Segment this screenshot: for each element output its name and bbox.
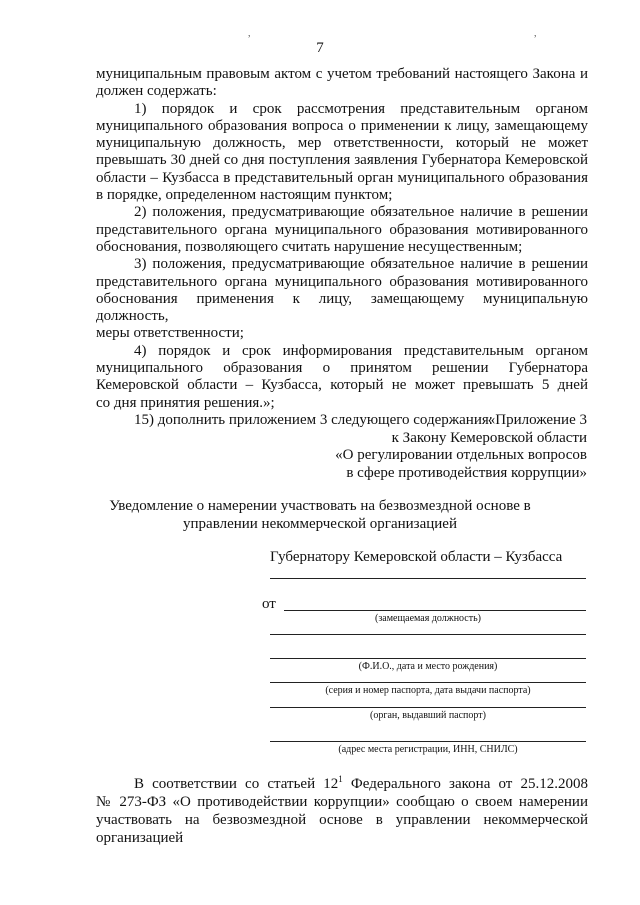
text-fragment: Федерального закона от 25.12.2008 [342,776,588,792]
text-line: со дня принятия решения.»; [96,394,275,411]
text-line: Кемеровской области – Кузбасса, который не может превышать 5 дней [96,377,588,394]
text-line: № 273-ФЗ «О противодействии коррупции» сообщаю о своем намерении [96,794,588,810]
notice-title-line: управлении некоммерческой организацией [183,516,457,532]
from-label: от [262,596,276,612]
text-line: должен содержать: [96,83,217,100]
text-line: представительного органа муниципального образования мотивированного [96,273,588,290]
page-number: 7 [316,40,324,56]
text-line: муниципальную должность, мер ответственности, который не может [96,135,588,152]
address-field-line[interactable] [270,741,586,742]
addressee-underline [270,578,586,579]
text-line: 2) положения, предусматривающие обязательное наличие в решении [134,204,588,221]
text-line: области – Кузбасса в представительный орган муниципального образования [96,169,588,186]
superscript: 1 [338,774,343,784]
address-caption: (адрес места регистрации, ИНН, СНИЛС) [338,744,518,755]
scan-mark: , [248,28,251,39]
text-line: муниципального образования вопроса о применении к лицу, замещающему [96,117,588,134]
passport-caption: (серия и номер паспорта, дата выдачи паспорта) [325,685,531,696]
text-line: муниципального образования о принятом решении Губернатора [96,360,588,377]
appendix-line: «Приложение 3 [487,412,587,428]
text-line [96,770,588,793]
text-line: 3) положения, предусматривающие обязательное наличие в решении [134,256,588,273]
notice-title [0,497,640,533]
text-line: 15) дополнить приложением 3 следующего содержания: [134,411,493,428]
text-line: меры ответственности; [96,325,244,342]
appendix-line: в сфере противодействия коррупции» [346,464,587,481]
issuer-field-line[interactable] [270,707,586,708]
text-line: обоснования, позволяющего считать нарушение несущественным; [96,238,523,255]
text-line: организацией [96,830,184,846]
body-text [96,66,588,429]
passport-field-line[interactable] [270,682,586,683]
fio-field-line[interactable] [270,658,586,659]
text-line: 1) порядок и срок рассмотрения представительным органом [134,100,588,117]
text-line: муниципальным правовым актом с учетом требований настоящего Закона и [96,66,588,82]
notice-body [96,770,588,847]
text-line: обоснования применения к лицу, замещающему муниципальную должность, [96,290,588,325]
scan-mark: , [534,28,537,39]
issuer-caption: (орган, выдавший паспорт) [370,710,486,721]
text-line: участвовать на безвозмездной основе в управлении некоммерческой [96,812,588,828]
text-line: 4) порядок и срок информирования представительным органом [134,342,588,359]
text-line: в порядке, определенном настоящим пунктом; [96,187,393,204]
position-field-line[interactable] [284,610,586,611]
text-line: превышать 30 дней со дня поступления заявления Губернатора Кемеровской [96,152,588,169]
appendix-line: «О регулировании отдельных вопросов [335,447,587,463]
text-line: представительного органа муниципального образования мотивированного [96,221,588,238]
text-fragment: В соответствии со статьей 12 [134,776,339,792]
position-caption: (замещаемая должность) [374,613,481,624]
position-extra-line[interactable] [270,634,586,635]
appendix-header [335,412,587,482]
addressee: Губернатору Кемеровской области – Кузбасса [270,549,563,565]
notice-title-line: Уведомление о намерении участвовать на безвозмездной основе в [109,498,531,514]
appendix-line: к Закону Кемеровской области [391,429,587,446]
fio-caption: (Ф.И.О., дата и место рождения) [358,661,498,672]
